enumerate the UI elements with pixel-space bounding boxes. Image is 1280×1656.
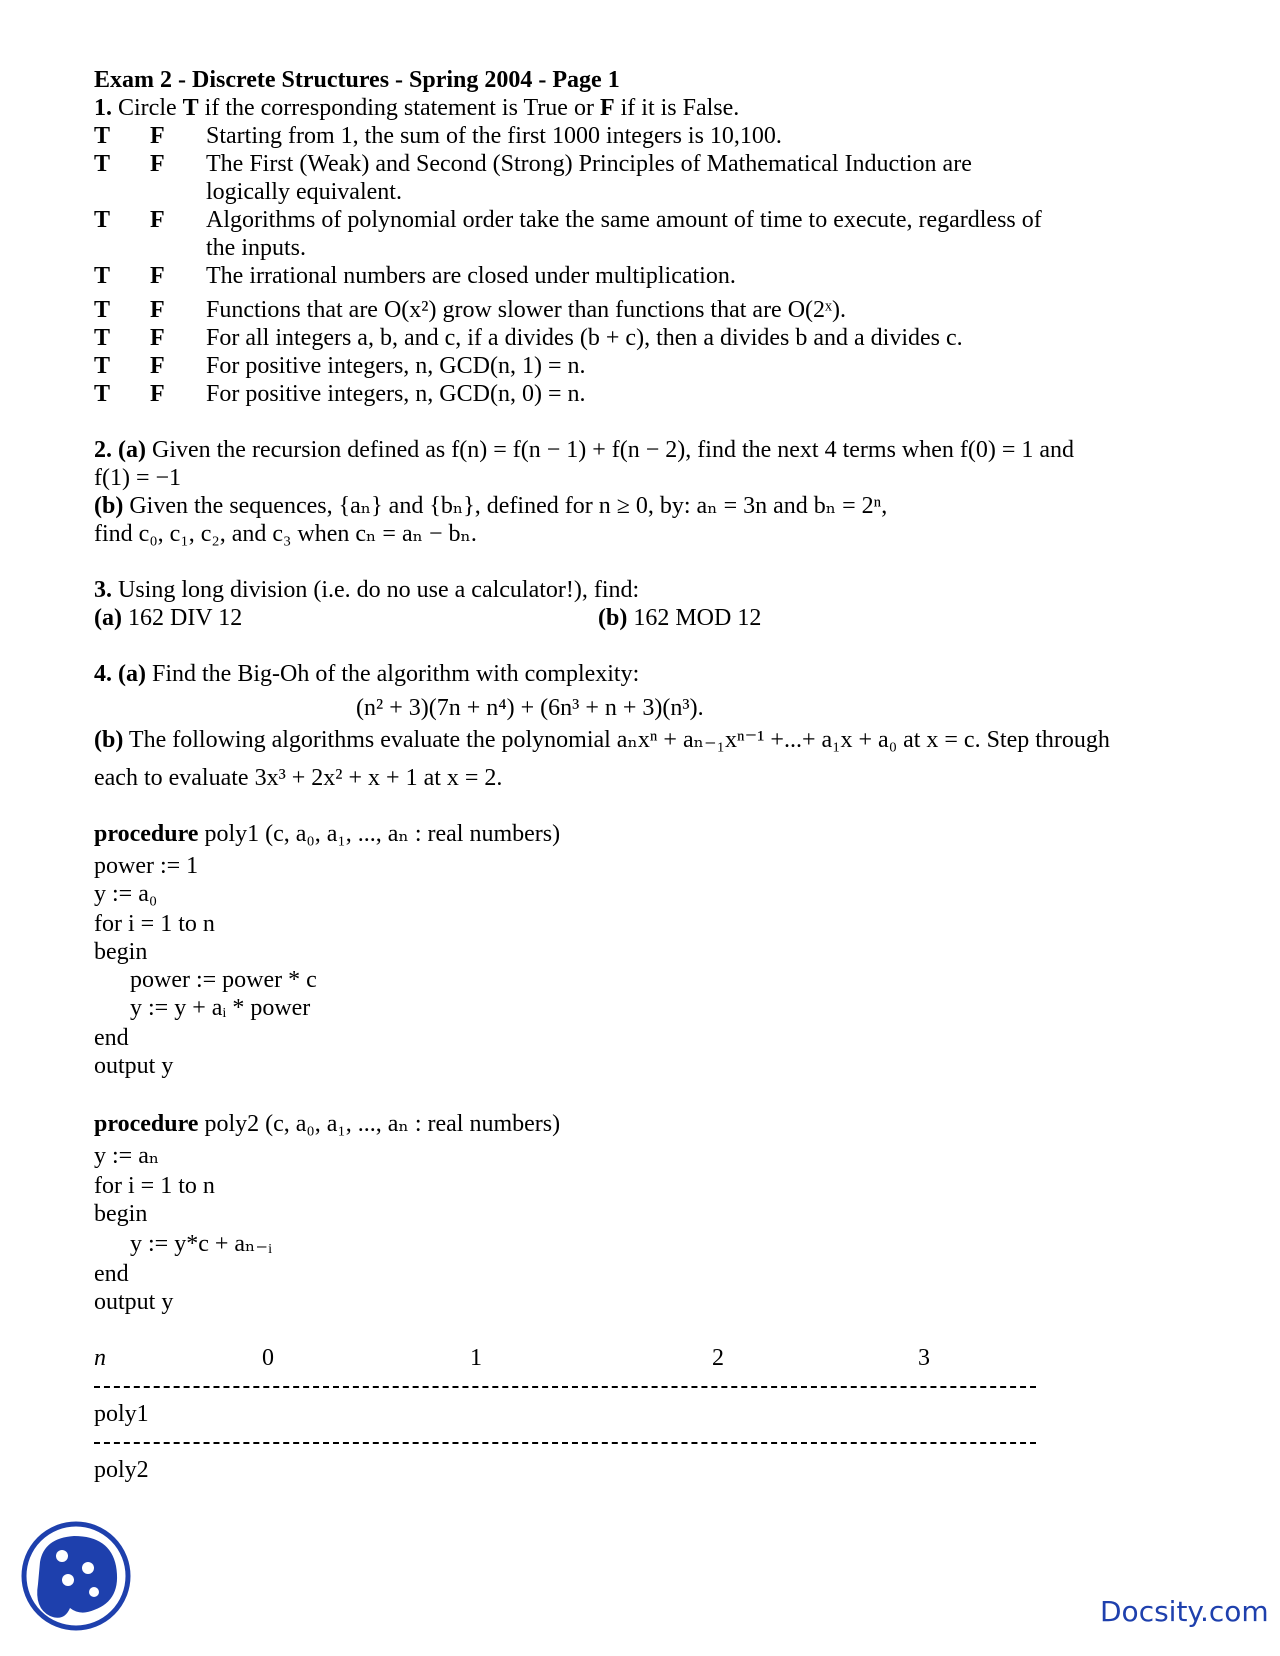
false-option[interactable]: F [150, 381, 165, 407]
code-line: begin [94, 939, 148, 965]
table-header-cell: n [94, 1345, 106, 1371]
q1-intro-c: if it is False. [620, 95, 740, 121]
true-option[interactable]: T [94, 207, 111, 233]
false-option[interactable]: F [150, 123, 165, 149]
page-title: Exam 2 - Discrete Structures - Spring 2004 - Page 1 [94, 67, 620, 93]
q1-intro-f: F [599, 95, 615, 121]
q4-expression: (n² + 3)(7n + n⁴) + (6n³ + n + 3)(n³). [356, 695, 704, 721]
false-option[interactable]: F [150, 207, 165, 233]
table-divider [94, 1386, 1036, 1388]
q4-b-label: (b) [94, 727, 124, 753]
statement-text: Starting from 1, the sum of the first 1000 integers is 10,100. [206, 123, 782, 149]
poly1-signature: poly1 (c, a₀, a₁, ..., aₙ : real numbers) [204, 821, 561, 847]
poly2-header [94, 1110, 560, 1138]
true-option[interactable]: T [94, 297, 111, 323]
code-line: for i = 1 to n [94, 1173, 215, 1199]
statement-text: The First (Weak) and Second (Strong) Principles of Mathematical Induction are [206, 151, 972, 177]
q3-number: 3. [94, 577, 112, 603]
code-line: for i = 1 to n [94, 911, 215, 937]
statement-text: For all integers a, b, and c, if a divides (b + c), then a divides b and a divides c. [206, 325, 963, 351]
statement-text-cont: logically equivalent. [206, 179, 402, 205]
false-option[interactable]: F [150, 151, 165, 177]
code-line: y := y + aᵢ * power [130, 995, 311, 1021]
statement-text: Algorithms of polynomial order take the same amount of time to execute, regardless of [206, 207, 1042, 233]
q3-a-text: 162 DIV 12 [127, 605, 243, 631]
q3-part-a [94, 604, 242, 632]
q2-b-label: (b) [94, 493, 124, 519]
true-option[interactable]: T [94, 123, 111, 149]
code-line: y := y*c + aₙ₋ᵢ [130, 1231, 273, 1257]
code-line: y := a₀ [94, 881, 158, 907]
statement-text: For positive integers, n, GCD(n, 0) = n. [206, 381, 586, 407]
code-line: end [94, 1025, 129, 1051]
q1-number: 1. [94, 95, 112, 121]
true-option[interactable]: T [94, 381, 111, 407]
true-option[interactable]: T [94, 325, 111, 351]
false-option[interactable]: F [150, 353, 165, 379]
procedure-keyword: procedure [94, 821, 199, 847]
code-line: power := 1 [94, 853, 199, 879]
q3-intro-text: Using long division (i.e. do no use a calculator!), find: [118, 577, 640, 603]
code-line: output y [94, 1289, 174, 1315]
statement-text: Functions that are O(x²) grow slower than functions that are O(2ˣ). [206, 297, 846, 323]
q2-b-text-cont: find c₀, c₁, c₂, and c₃ when cₙ = aₙ − bₙ. [94, 521, 477, 547]
table-header-cell: 3 [918, 1345, 930, 1371]
true-option[interactable]: T [94, 151, 111, 177]
docsity-watermark[interactable]: Docsity.com [1100, 1595, 1269, 1628]
q3-b-label: (b) [598, 605, 628, 631]
table-header-cell: 0 [262, 1345, 274, 1371]
q2-a-text: Given the recursion defined as f(n) = f(n − 1) + f(n − 2), find the next 4 terms when f(0) = 1 and [151, 437, 1075, 463]
q2-part-a [94, 436, 1074, 464]
poly1-header [94, 820, 560, 848]
q4-b-text-cont: each to evaluate 3x³ + 2x² + x + 1 at x = 2. [94, 765, 503, 791]
true-option[interactable]: T [94, 263, 111, 289]
q2-part-b [94, 492, 887, 520]
q3-a-label: (a) [94, 605, 122, 631]
q2-a-text-cont: f(1) = −1 [94, 465, 182, 491]
procedure-keyword: procedure [94, 1111, 199, 1137]
q4-part-b [94, 726, 1110, 754]
q4-a-label: (a) [118, 661, 146, 687]
docsity-logo-icon [18, 1518, 134, 1634]
q3-part-b [598, 604, 761, 632]
code-line: power := power * c [130, 967, 317, 993]
q4-a-text: Find the Big-Oh of the algorithm with complexity: [151, 661, 640, 687]
statement-text: For positive integers, n, GCD(n, 1) = n. [206, 353, 586, 379]
q1-intro-t: T [182, 95, 199, 121]
q2-number: 2. [94, 437, 112, 463]
q4-number: 4. [94, 661, 112, 687]
q2-a-label: (a) [118, 437, 146, 463]
statement-text: The irrational numbers are closed under multiplication. [206, 263, 736, 289]
code-line: begin [94, 1201, 148, 1227]
code-line: output y [94, 1053, 174, 1079]
false-option[interactable]: F [150, 263, 165, 289]
table-row-label: poly2 [94, 1457, 149, 1483]
false-option[interactable]: F [150, 297, 165, 323]
q1-intro-b: if the corresponding statement is True or [204, 95, 594, 121]
q4-part-a [94, 660, 639, 688]
true-option[interactable]: T [94, 353, 111, 379]
q2-b-text: Given the sequences, {aₙ} and {bₙ}, defined for n ≥ 0, by: aₙ = 3n and bₙ = 2ⁿ, [129, 493, 888, 519]
table-row-label: poly1 [94, 1401, 149, 1427]
false-option[interactable]: F [150, 325, 165, 351]
table-header-cell: 2 [712, 1345, 724, 1371]
statement-text-cont: the inputs. [206, 235, 306, 261]
q1-intro-a: Circle [118, 95, 177, 121]
q4-b-text: The following algorithms evaluate the polynomial aₙxⁿ + aₙ₋₁xⁿ⁻¹ +...+ a₁x + a₀ at x = c. Step through [128, 727, 1110, 753]
code-line: y := aₙ [94, 1143, 160, 1169]
q3-b-text: 162 MOD 12 [633, 605, 762, 631]
q1-intro [94, 94, 739, 122]
code-line: end [94, 1261, 129, 1287]
table-header-cell: 1 [470, 1345, 482, 1371]
q3-intro [94, 576, 639, 604]
table-divider [94, 1442, 1036, 1444]
poly2-signature: poly2 (c, a₀, a₁, ..., aₙ : real numbers) [204, 1111, 561, 1137]
